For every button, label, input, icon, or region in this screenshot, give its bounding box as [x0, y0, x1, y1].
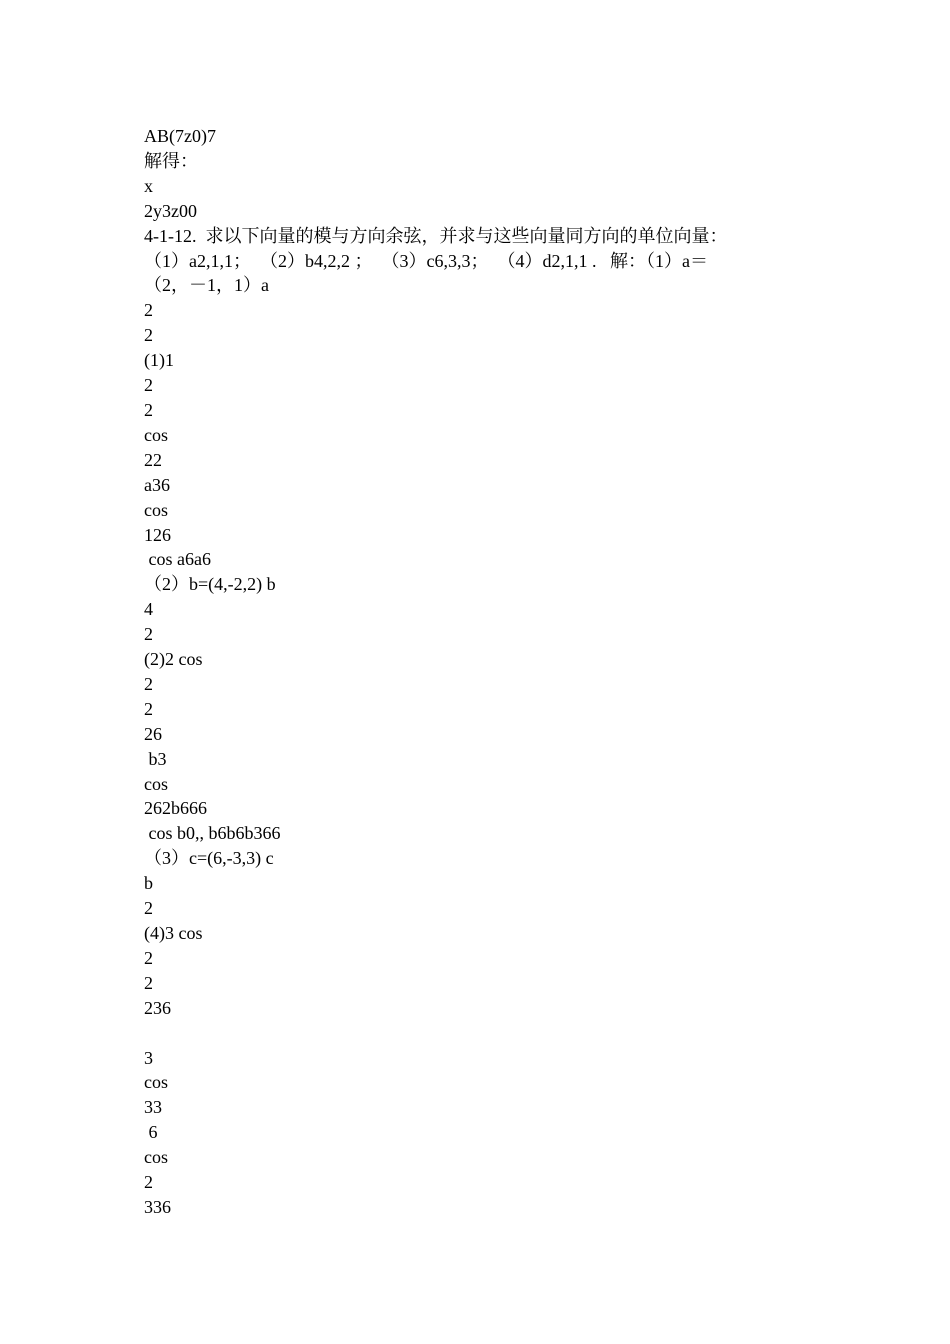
- text-line: 4: [144, 599, 153, 620]
- text-line: (2)2 cos: [144, 649, 203, 670]
- text-line: 2: [144, 325, 153, 346]
- text-line: 2: [144, 673, 153, 694]
- text-line: cos: [144, 424, 168, 445]
- text-line: AB(7z0)7: [144, 126, 216, 146]
- text-line: 6: [144, 1122, 158, 1143]
- text-line: x: [144, 175, 153, 196]
- text-line: cos: [144, 1072, 168, 1093]
- text-line: 262b666: [144, 798, 207, 819]
- text-line: （2，－1，1）a: [144, 275, 269, 296]
- text-line: 2: [144, 947, 153, 968]
- text-line: 2: [144, 1172, 153, 1193]
- text-line: 2: [144, 972, 153, 993]
- text-line: （2）b=(4,-2,2) b: [144, 574, 276, 595]
- document-body: [144, 124, 784, 1220]
- text-line: cos: [144, 1147, 168, 1168]
- text-line: 2: [144, 624, 153, 645]
- text-line: 2: [144, 898, 153, 919]
- text-line: 236: [144, 997, 171, 1018]
- text-line: 33: [144, 1097, 162, 1118]
- text-line: cos b0,, b6b6b366: [144, 823, 281, 844]
- problem-parts-line: （1）a2,1,1； （2）b4,2,2 ； （3）c6,3,3； （4）d2,1,1 . 解：（1）a＝: [144, 250, 708, 271]
- text-line: 2: [144, 300, 153, 321]
- text-line: 126: [144, 524, 171, 545]
- text-line: 2: [144, 375, 153, 396]
- text-line: cos: [144, 499, 168, 520]
- text-line: (1)1: [144, 350, 174, 371]
- text-line: a36: [144, 474, 170, 495]
- text-line: cos: [144, 773, 168, 794]
- text-line: (4)3 cos: [144, 923, 203, 943]
- text-line: 2: [144, 698, 153, 719]
- text-line: cos a6a6: [144, 549, 211, 570]
- text-line: b: [144, 873, 153, 894]
- text-line: b3: [144, 748, 167, 769]
- text-line: 336: [144, 1196, 171, 1217]
- problem-heading: 4-1-12. 求以下向量的模与方向余弦，并求与这些向量同方向的单位向量：: [144, 225, 728, 246]
- text-line: 26: [144, 723, 162, 744]
- text-line: 2: [144, 399, 153, 420]
- text-line: 解得：: [144, 150, 198, 171]
- text-line: 2y3z00: [144, 200, 197, 221]
- blank-line: [144, 1021, 784, 1046]
- text-line: （3）c=(6,-3,3) c: [144, 848, 274, 869]
- text-line: 22: [144, 449, 162, 470]
- text-line: 3: [144, 1047, 153, 1068]
